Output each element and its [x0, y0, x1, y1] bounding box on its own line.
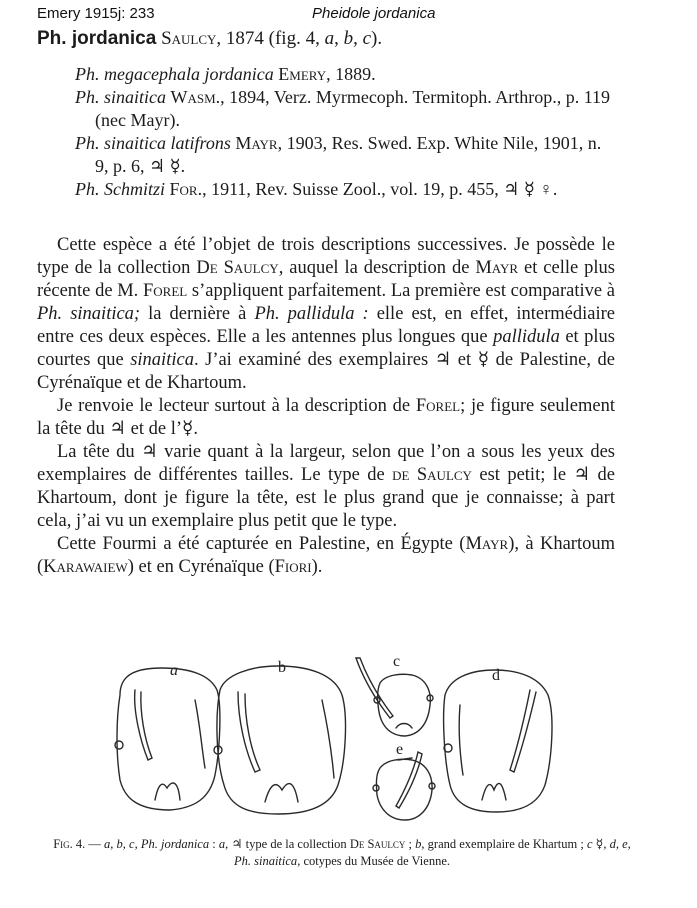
synonym-entry	[75, 86, 615, 132]
author-name: Mayr	[465, 534, 509, 554]
text-run: , cotypes du Musée de Vienne.	[297, 854, 450, 868]
synonymy-list	[75, 63, 615, 201]
figure-label-e: e	[396, 741, 404, 758]
text-run: :	[209, 837, 219, 851]
paragraph-descriptions	[37, 234, 615, 395]
author-name: Forel	[142, 281, 188, 301]
species-author: Saulcy	[161, 28, 217, 49]
figure-label-a: a	[170, 662, 178, 679]
text-run: a	[218, 837, 226, 851]
text-run: ) et en Cyrénaïque (	[127, 557, 275, 577]
species-title	[37, 27, 382, 51]
author-name: Forel	[415, 396, 461, 416]
figure-caption	[52, 836, 632, 870]
synonym-reference: , 1911, Rev. Suisse Zool., vol. 19, p. 455, ♃ ☿ ♀.	[202, 179, 558, 199]
synonym-author: Emery	[278, 64, 327, 84]
page-citation: Emery 1915j: 233	[37, 5, 155, 22]
head-drawing-e	[373, 752, 435, 820]
synonym-author: For.	[169, 179, 203, 199]
synonym-entry	[75, 178, 615, 201]
figure-label-c: c	[393, 653, 401, 670]
figure-label-d: d	[492, 667, 500, 684]
head-drawing-b	[214, 666, 345, 814]
species-name: Ph. jordanica	[37, 28, 157, 49]
author-name: De Saulcy	[196, 258, 279, 278]
figure-label-b: b	[278, 659, 286, 676]
fig-ref-b: b	[343, 28, 354, 49]
text-run: b	[415, 837, 422, 851]
synonym-reference: , 1894, Verz. Myrmecoph. Termitoph. Arthrop., p. 119 (nec Mayr).	[95, 87, 611, 130]
text-run: Cette Fourmi a été capturée en Palestine, en Égypte (	[57, 534, 466, 554]
fig-ref-a: a	[324, 28, 335, 49]
fig-ref-sep1: ,	[334, 28, 344, 49]
text-run: La tête du ♃ varie quant à la largeur, selon que l’on a sous les yeux des exemplaires de différentes tailles. Le type de	[37, 442, 615, 485]
text-run: s’appliquent parfaitement. La première est comparative à	[187, 281, 615, 301]
synonym-name: Ph. sinaitica	[75, 87, 166, 107]
text-run: c	[586, 837, 593, 851]
text-run: ).	[311, 557, 323, 577]
fig-ref-end: ).	[371, 28, 383, 49]
taxon-name: pallidula	[493, 327, 560, 347]
synonym-name: Ph. sinaitica latifrons	[75, 133, 231, 153]
text-run: . J’ai examiné des exemplaires ♃ et ☿ de Palestine, de Cyrénaïque et de Khartoum.	[37, 350, 615, 393]
synonym-author: Mayr	[235, 133, 278, 153]
paragraph-distribution	[37, 533, 615, 579]
text-run: Cette espèce a été l’objet de trois descriptions successives. Je possède le type de la collection	[37, 235, 615, 278]
author-name: Fiori	[274, 557, 312, 577]
taxon-name: sinaitica	[130, 350, 194, 370]
synonym-entry	[75, 63, 615, 86]
head-drawing-a	[115, 668, 220, 810]
text-run: , grand exemplaire de Khartum ;	[421, 837, 587, 851]
body-text	[37, 234, 615, 579]
text-run: , ♃ type de la collection	[225, 837, 350, 851]
text-run: Je renvoie le lecteur surtout à la description de	[57, 396, 416, 416]
text-run: est petit; le ♃ de Khartoum, dont je figure la tête, est le plus grand que je connaisse; à part cela, j’ai vu un exemplaire plus petit que le type.	[37, 465, 615, 531]
species-year: , 1874 (fig. 4,	[216, 28, 325, 49]
author-name: Mayr	[475, 258, 519, 278]
caption-label: Fig. 4.	[53, 837, 86, 851]
author-name: Karawaiew	[43, 557, 128, 577]
synonym-entry	[75, 132, 615, 178]
author-name: de Saulcy	[392, 465, 472, 485]
paragraph-reference	[37, 395, 615, 441]
text-run: elle est, en effet, intermédiaire entre ces deux espèces. Elle a les antennes plus longues que	[37, 304, 615, 347]
author-name: De Saulcy	[349, 837, 406, 851]
synonym-reference: , 1889.	[326, 64, 376, 84]
synonym-name: Ph. megacephala jordanica	[75, 64, 274, 84]
taxon-name: d, e, Ph. sinaitica	[233, 837, 631, 868]
text-run: ☿,	[592, 837, 610, 851]
paragraph-variation	[37, 441, 615, 533]
figure-4-drawings	[100, 650, 570, 830]
text-run: ;	[405, 837, 416, 851]
head-drawing-d	[444, 670, 552, 812]
text-run: et celle plus récente de M.	[37, 258, 616, 301]
taxon-name: Ph. sinaitica;	[37, 304, 141, 324]
text-run: la dernière à	[140, 304, 255, 324]
synonym-author: Wasm.	[170, 87, 221, 107]
taxon-name: a, b, c, Ph. jordanica	[104, 837, 210, 851]
text-run: , auquel la description de	[278, 258, 476, 278]
text-run: ), à Khartoum (	[37, 534, 616, 577]
text-run: —	[85, 837, 105, 851]
taxon-name: Ph. pallidula :	[254, 304, 369, 324]
fig-ref-sep2: ,	[353, 28, 363, 49]
synonym-reference: , 1903, Res. Swed. Exp. White Nile, 1901, n. 9, p. 6, ♃ ☿.	[95, 133, 602, 176]
synonym-name: Ph. Schmitzi	[75, 179, 165, 199]
text-run: ; je figure seulement la tête du ♃ et de l’☿.	[37, 396, 615, 439]
fig-ref-c: c	[362, 28, 372, 49]
taxon-header: Pheidole jordanica	[312, 5, 436, 22]
text-run: et plus courtes que	[37, 327, 615, 370]
